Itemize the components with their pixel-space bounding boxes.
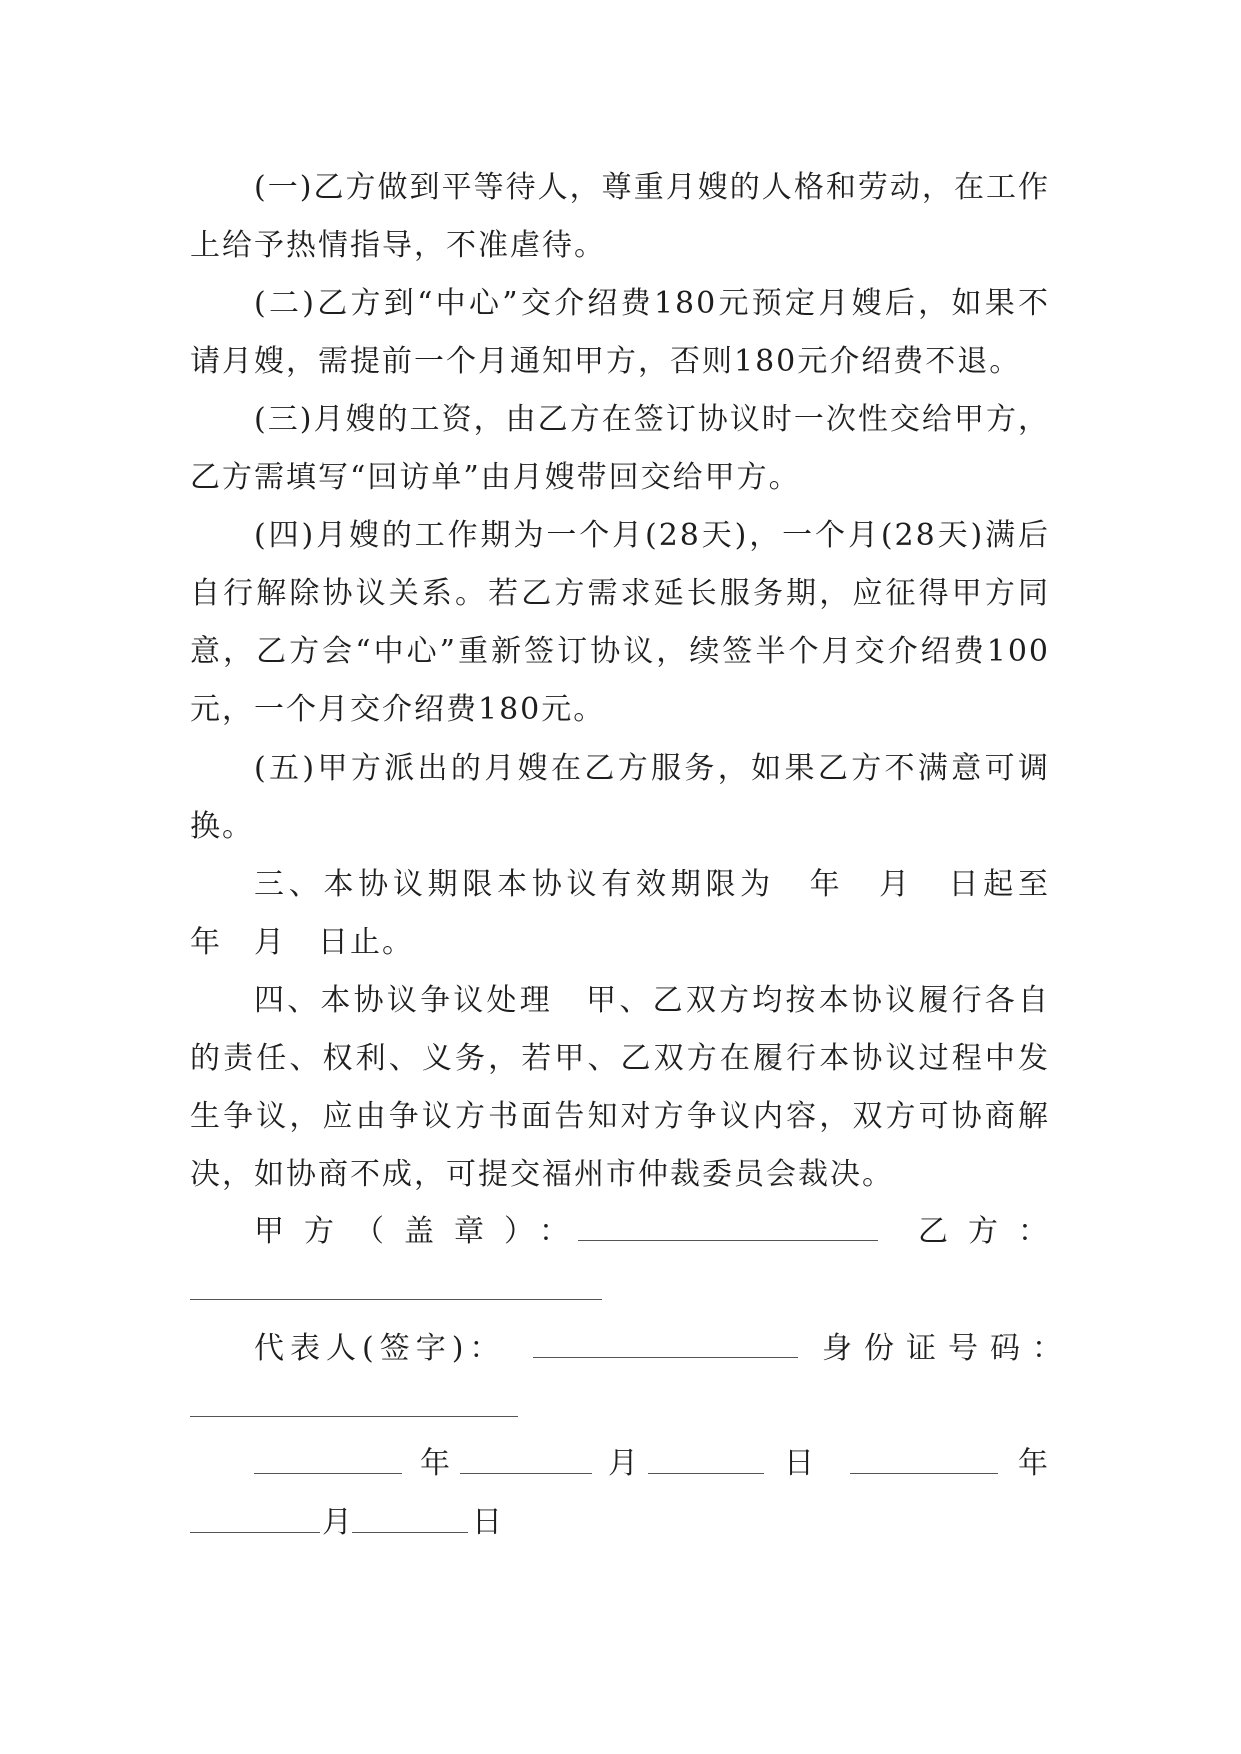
party-a-row [254,1212,589,1252]
year-a-line [254,1473,402,1474]
dispute-resolution: 四、本协议争议处理 甲、乙双方均按本协议履行各自的责任、权利、义务，若甲、乙双方在履行本协议过程中发生争议，应由争议方书面告知对方争议内容，双方可协商解决，如协商不成，可提交福州市仲裁委员会裁决。 [190,983,1050,1192]
month-b-line [190,1532,320,1533]
party-b-label: 乙方： [918,1214,1068,1249]
year-b-label: 年 [1018,1446,1050,1481]
clause-2: (二)乙方到“中心”交介绍费180元预定月嫂后，如果不请月嫂，需提前一个月通知甲方，否则180元介绍费不退。 [190,286,1050,379]
month-a-label: 月 [608,1446,640,1481]
party-b-signature-line [190,1299,602,1300]
party-a-label: 甲方（盖章）： [254,1214,589,1249]
id-number-row [822,1329,1074,1369]
party-b-row [918,1212,1068,1252]
clause-4: (四)月嫂的工作期为一个月(28天)，一个月(28天)满后自行解除协议关系。若乙方需求延长服务期，应征得甲方同意，乙方会“中心”重新签订协议，续签半个月交介绍费100元，一个月交介绍费180元。 [190,518,1050,727]
representative-signature-line [533,1357,798,1358]
clause-5: (五)甲方派出的月嫂在乙方服务，如果乙方不满意可调换。 [190,751,1050,844]
id-number-label: 身份证号码： [822,1331,1074,1366]
representative-row [254,1329,505,1369]
year-a-label: 年 [420,1446,452,1481]
day-a-label: 日 [784,1446,816,1481]
agreement-term: 三、本协议期限本协议有效期限为 年 月 日起至 年 月 日止。 [190,867,1082,960]
party-a-signature-line [578,1240,878,1241]
day-b-label: 日 [472,1505,504,1540]
representative-label: 代表人(签字)： [254,1331,506,1366]
month-b-label: 月 [322,1505,354,1540]
month-a-line [460,1473,592,1474]
clause-3: (三)月嫂的工资，由乙方在签订协议时一次性交给甲方，乙方需填写“回访单”由月嫂带回交给甲方。 [190,402,1050,495]
clause-1: (一)乙方做到平等待人，尊重月嫂的人格和劳动，在工作上给予热情指导，不准虐待。 [190,170,1050,263]
day-a-line [648,1473,764,1474]
year-b-line [850,1473,998,1474]
day-b-line [352,1532,468,1533]
id-number-line [190,1416,518,1417]
